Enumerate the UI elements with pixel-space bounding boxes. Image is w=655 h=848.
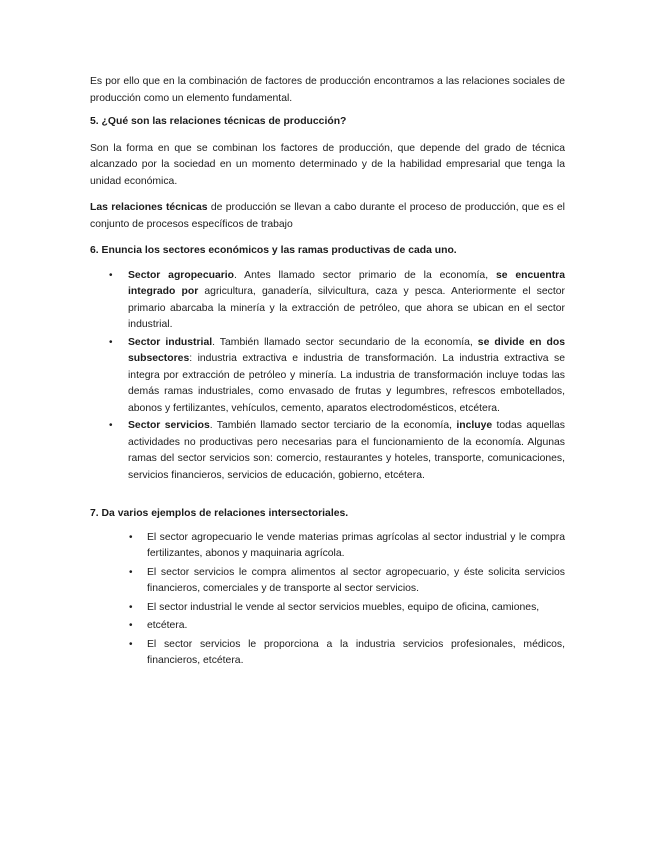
- bullet-icon: •: [129, 566, 133, 578]
- example-text: El sector servicios le compra alimentos al sector agropecuario, y éste solicita servicios financieros, comerciales y de transporte al sector servicios.: [147, 566, 565, 594]
- example-item: [129, 618, 565, 635]
- sector-item: [109, 418, 565, 484]
- bullet-icon: •: [129, 531, 133, 543]
- intersectoral-list: [90, 530, 565, 670]
- example-text: El sector industrial le vende al sector servicios muebles, equipo de oficina, camiones,: [147, 601, 540, 613]
- sector-title: Sector servicios: [128, 420, 210, 431]
- question-6-heading: 6. Enuncia los sectores económicos y las ramas productivas de cada uno.: [90, 245, 457, 256]
- question-5-paragraph-1: Son la forma en que se combinan los factores de producción, que depende del grado de técnica alcanzado por la sociedad en un momento determinado y de la habilidad empresarial que tenga la unidad económica.: [90, 142, 565, 187]
- bullet-icon: •: [109, 269, 113, 281]
- question-7-heading: 7. Da varios ejemplos de relaciones intersectoriales.: [90, 508, 349, 519]
- example-item: [129, 565, 565, 598]
- question-5-bold-term: Las relaciones técnicas: [90, 202, 208, 213]
- sector-text: . Antes llamado sector primario de la economía,: [234, 269, 496, 281]
- question-5-paragraph-2-text: de producción se llevan a cabo durante el proceso de producción, que es el conjunto de procesos específicos de trabajo: [90, 202, 565, 230]
- bullet-icon: •: [129, 638, 133, 650]
- sector-item: [109, 335, 565, 418]
- bullet-icon: •: [109, 420, 113, 431]
- sector-bold-phrase: incluye: [456, 420, 493, 431]
- question-5-heading: 5. ¿Qué son las relaciones técnicas de producción?: [90, 116, 347, 127]
- bullet-icon: •: [109, 336, 113, 348]
- bullet-icon: •: [129, 601, 133, 613]
- sector-text: todas aquellas actividades no productivas pero necesarias para el funcionamiento de la economía. Algunas ramas del sector servicios son: comercio, restaurantes y hoteles, transporte, comunicaciones, servicios financieros, servicios de educación, gobierno, etcétera.: [128, 420, 565, 481]
- example-item: [129, 600, 565, 617]
- example-item: [129, 637, 565, 670]
- bullet-icon: •: [129, 620, 133, 631]
- example-text: El sector servicios le proporciona a la industria servicios profesionales, médicos, financieros, etcétera.: [147, 638, 565, 666]
- example-text: etcétera.: [147, 620, 188, 631]
- sector-title: Sector industrial: [128, 336, 213, 348]
- sector-bold-phrase: se divide en dos subsectores: [128, 336, 565, 364]
- example-text: El sector agropecuario le vende materias primas agrícolas al sector industrial y le compra fertilizantes, abonos y maquinaria agrícola.: [147, 531, 565, 559]
- sector-title: Sector agropecuario: [128, 269, 234, 281]
- sectors-list: [90, 268, 565, 485]
- sector-item: [109, 268, 565, 334]
- sector-text: . También llamado sector secundario de la economía,: [212, 336, 478, 348]
- sector-text: : industria extractiva e industria de transformación. La industria extractiva se integra por extracción de petróleo y minería. La industria de transformación incluye todas las demás ramas industriales, como envasado de frutas y legumbres, refrescos embotellados, abonos y fertilizantes, vehículos, cemento, aparatos electrodomésticos, etcétera.: [128, 353, 565, 414]
- sector-text: . También llamado sector terciario de la economía,: [209, 420, 457, 431]
- example-item: [129, 530, 565, 563]
- question-5-paragraph-2: [90, 200, 565, 233]
- sector-bold-phrase: se encuentra integrado por: [128, 269, 565, 297]
- sector-text: agricultura, ganadería, silvicultura, caza y pesca. Anteriormente el sector primario abarcaba la minería y la extracción de petróleo, que ahora se ubican en el sector industrial.: [128, 286, 565, 330]
- intro-paragraph: Es por ello que en la combinación de factores de producción encontramos a las relaciones sociales de producción como un elemento fundamental.: [90, 76, 565, 104]
